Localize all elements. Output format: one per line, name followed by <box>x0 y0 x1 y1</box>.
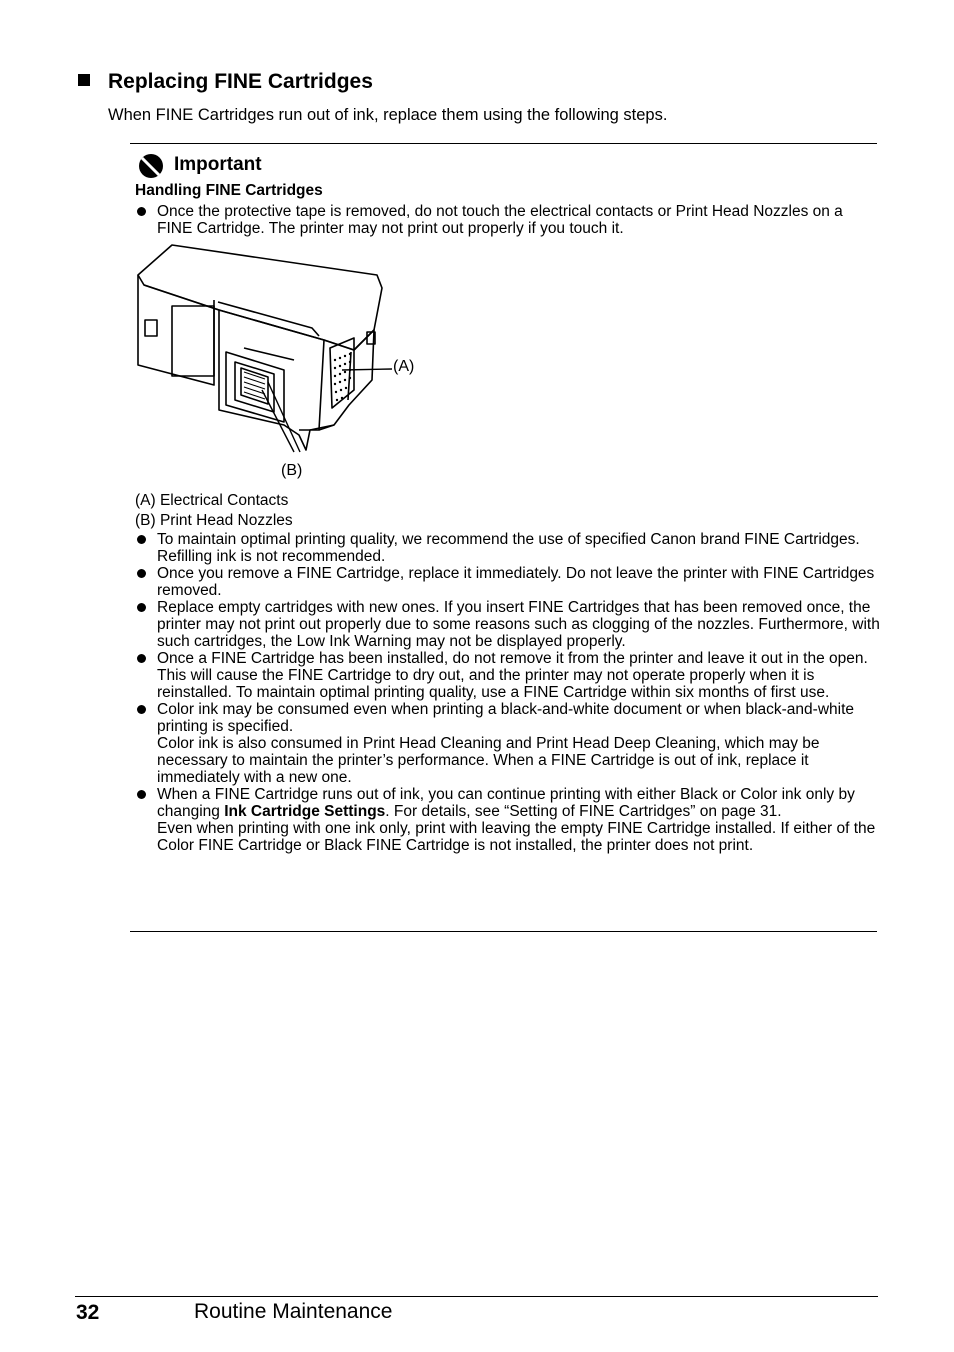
caption-a: (A) Electrical Contacts <box>135 492 289 509</box>
list-item: Once the protective tape is removed, do not touch the electrical contacts or Print Head Nozzles on a FINE Cartridge. The printer may not print out properly if you touch it. <box>135 203 880 237</box>
figure-label-a: (A) <box>393 358 415 375</box>
important-bottom-rule <box>130 931 877 932</box>
footer-section-name: Routine Maintenance <box>194 1300 393 1323</box>
important-top-rule <box>130 143 877 144</box>
figure-label-b: (B) <box>281 462 303 479</box>
important-subheading: Handling FINE Cartridges <box>135 182 323 199</box>
list-item: Color ink may be consumed even when printing a black-and-white document or when black-and-white printing is specified. Color ink is also consumed in Print Head Cleaning and Print Head Deep Cleaning, which may be necessary to maintain the printer’s performance. When a FINE Cartridge is out of ink, replace it immediately with a new one. <box>135 701 880 786</box>
page-number: 32 <box>76 1301 100 1324</box>
caption-b: (B) Print Head Nozzles <box>135 512 293 529</box>
section-intro: When FINE Cartridges run out of ink, replace them using the following steps. <box>108 106 668 124</box>
list-item: Replace empty cartridges with new ones. If you insert FINE Cartridges that has been removed once, the printer may not print out properly due to some reasons such as clogging of the nozzles. Furthermore, with such cartridges, the Low Ink Warning may not be displayed properly. <box>135 599 880 650</box>
ink-cartridge-settings-term: Ink Cartridge Settings <box>224 803 386 820</box>
square-bullet-icon <box>78 74 90 86</box>
cartridge-bullet-list <box>135 531 880 854</box>
section-heading <box>78 70 373 94</box>
list-item: To maintain optimal printing quality, we recommend the use of specified Canon brand FINE Cartridges. Refilling ink is not recommended. <box>135 531 880 565</box>
section-title: Replacing FINE Cartridges <box>108 70 373 93</box>
footer-rule <box>75 1296 878 1297</box>
list-item: When a FINE Cartridge runs out of ink, you can continue printing with either Black or Color ink only by changing Ink Cartridge Settings. For details, see “Setting of FINE Cartridges” on page 31. Even when printing with one ink only, print with leaving the empty FINE Cartridge installed. If either of the Color FINE Cartridge or Black FINE Cartridge is not installed, the printer does not print. <box>135 786 880 854</box>
list-item: Once you remove a FINE Cartridge, replace it immediately. Do not leave the printer with FINE Cartridges removed. <box>135 565 880 599</box>
list-item: Once a FINE Cartridge has been installed, do not remove it from the printer and leave it out in the open. This will cause the FINE Cartridge to dry out, and the printer may not operate properly when it is reinstalled. To maintain optimal printing quality, use a FINE Cartridge within six months of first use. <box>135 650 880 701</box>
important-icon <box>138 153 164 179</box>
first-bullet-list <box>135 203 880 237</box>
fine-cartridge-illustration <box>134 240 434 485</box>
important-title: Important <box>174 154 262 175</box>
